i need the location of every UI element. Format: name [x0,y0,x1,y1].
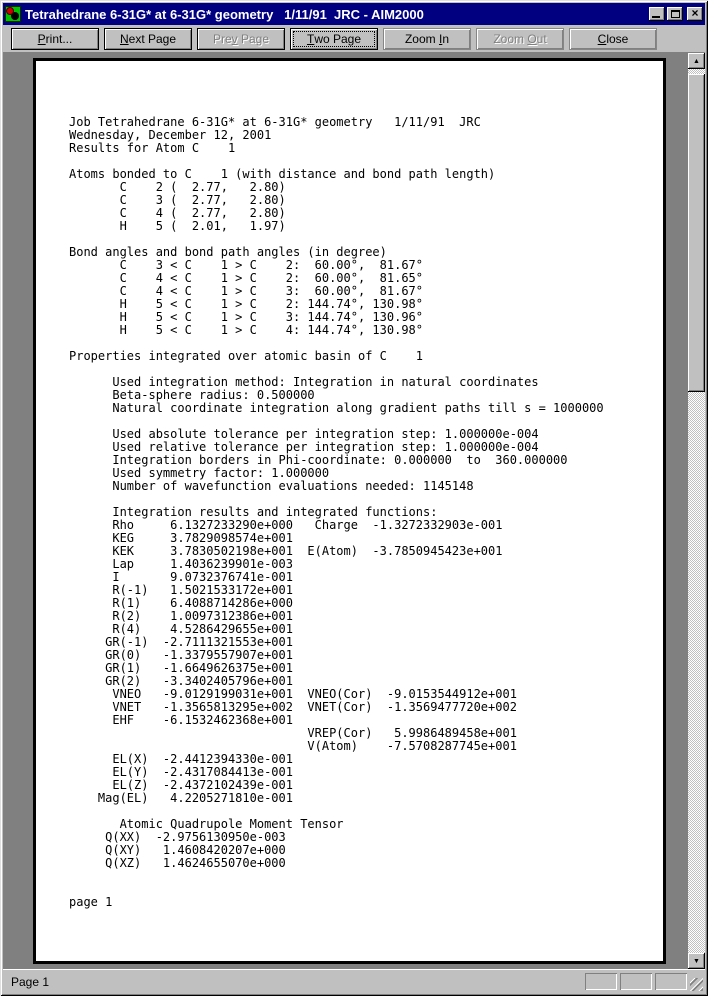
document-line: R(-1) 1.5021533172e+001 [69,583,293,597]
close-window-button[interactable] [687,7,703,21]
close-button-label-rest: lose [606,31,629,46]
prev-page-button[interactable] [197,28,285,50]
document-line: EL(X) -2.4412394330e-001 [69,752,293,766]
close-preview-button[interactable] [569,28,657,50]
document-line: GR(2) -3.3402405796e+001 [69,674,293,688]
window-inner [3,3,705,993]
document-line: H 5 < C 1 > C 2: 144.74°, 130.98° [69,297,424,311]
document-line: C 2 ( 2.77, 2.80) [69,180,286,194]
print-button-label-rest: rint... [45,31,73,46]
document-line: Properties integrated over atomic basin of C 1 [69,349,424,363]
zoom-in-button-label-rest: n [442,31,450,46]
maximize-icon [671,10,680,18]
document-line: EL(Z) -2.4372102439e-001 [69,778,293,792]
two-page-button-mnemonic: T [306,31,315,46]
two-page-button[interactable] [290,28,378,50]
scroll-down-icon: ▼ [693,957,700,965]
document-line: Q(XY) 1.4608420207e+000 [69,843,286,857]
document-line: Natural coordinate integration along gradient paths till s = 1000000 [69,401,604,415]
prev-page-button-mnemonic: v [231,31,238,46]
document-line: Job Tetrahedrane 6-31G* at 6-31G* geometry 1/11/91 JRC [69,115,481,129]
print-button-mnemonic: P [37,31,46,46]
document-line: GR(-1) -2.7111321553e+001 [69,635,293,649]
document-line: C 3 ( 2.77, 2.80) [69,193,286,207]
document-line: Used relative tolerance per integration step: 1.000000e-004 [69,440,539,454]
document-line: V(Atom) -7.5708287745e+001 [69,739,517,753]
preview-area [3,53,705,969]
document-line: H 5 < C 1 > C 3: 144.74°, 130.96° [69,310,424,324]
document-line [69,870,659,883]
document-line: Q(XZ) 1.4624655070e+000 [69,856,286,870]
zoom-out-button-label: Zoom [493,31,528,46]
document-line: Bond angles and bond path angles (in degree) [69,245,387,259]
document-line: Lap 1.4036239901e-003 [69,557,293,571]
resize-grip[interactable] [690,978,703,991]
document-line: KEG 3.7829098574e+001 [69,531,293,545]
next-page-button[interactable] [104,28,192,50]
maximize-button[interactable] [667,7,683,21]
zoom-in-button-mnemonic: I [438,31,443,46]
preview-toolbar [3,25,705,53]
minimize-button[interactable] [649,7,665,21]
document-line: Used integration method: Integration in natural coordinates [69,375,539,389]
zoom-out-button[interactable] [476,28,564,50]
document-line: Wednesday, December 12, 2001 [69,128,272,142]
document-line: R(4) 4.5286429655e+001 [69,622,293,636]
zoom-out-button-label-rest: ut [536,31,547,46]
status-page-label: Page 1 [11,974,50,989]
zoom-in-button[interactable] [383,28,471,50]
document-line: H 5 ( 2.01, 1.97) [69,219,286,233]
document-line: Beta-sphere radius: 0.500000 [69,388,315,402]
document-line: GR(1) -1.6649626375e+001 [69,661,293,675]
document-text [69,116,659,909]
document-line: Rho 6.1327233290e+000 Charge -1.3272332903e-001 [69,518,503,532]
status-panel-2 [620,973,652,990]
status-bar [3,969,705,993]
document-line: C 4 < C 1 > C 3: 60.00°, 81.67° [69,284,424,298]
document-line: EHF -6.1532462368e+001 [69,713,293,727]
document-line: C 4 ( 2.77, 2.80) [69,206,286,220]
document-line [69,883,659,896]
document-line: GR(0) -1.3379557907e+001 [69,648,293,662]
document-line: Integration results and integrated functions: [69,505,438,519]
document-line: Mag(EL) 4.2205271810e-001 [69,791,293,805]
zoom-out-button-mnemonic: O [527,31,537,46]
preview-page [33,58,666,964]
prev-page-button-label: Pre [212,31,232,46]
vertical-scrollbar[interactable] [688,53,705,969]
document-line: KEK 3.7830502198e+001 E(Atom) -3.7850945423e+001 [69,544,503,558]
minimize-icon [652,16,660,18]
aim2000-app-icon[interactable] [5,6,21,22]
window-title: Tetrahedrane 6-31G* at 6-31G* geometry 1/11/91 JRC - AIM2000 [25,6,424,22]
document-line: VNEO -9.0129199031e+001 VNEO(Cor) -9.0153544912e+001 [69,687,517,701]
close-button-mnemonic: C [597,31,607,46]
status-panel-3 [655,973,687,990]
two-page-button-label-rest: wo Page [314,31,362,46]
document-line: I 9.0732376741e-001 [69,570,293,584]
document-line: C 4 < C 1 > C 2: 60.00°, 81.65° [69,271,424,285]
document-line: Results for Atom C 1 [69,141,236,155]
document-line: H 5 < C 1 > C 4: 144.74°, 130.98° [69,323,424,337]
next-page-button-label-rest: ext Page [128,31,177,46]
scroll-down-button[interactable] [688,953,705,969]
next-page-button-mnemonic: N [119,31,129,46]
status-panel-1 [585,973,617,990]
document-line: EL(Y) -2.4317084413e-001 [69,765,293,779]
document-line: Used absolute tolerance per integration step: 1.000000e-004 [69,427,539,441]
document-line: page 1 [69,895,113,909]
document-line: R(1) 6.4088714286e+000 [69,596,293,610]
scroll-up-icon: ▲ [693,57,700,65]
scroll-up-button[interactable] [688,53,705,69]
scrollbar-thumb[interactable] [688,74,705,392]
title-bar[interactable] [3,3,705,25]
document-line: Number of wavefunction evaluations needed: 1145148 [69,479,474,493]
document-line: C 3 < C 1 > C 2: 60.00°, 81.67° [69,258,424,272]
close-icon: × [691,6,699,20]
document-line: Used symmetry factor: 1.000000 [69,466,330,480]
document-line: Q(XX) -2.9756130950e-003 [69,830,286,844]
document-line: Atomic Quadrupole Moment Tensor [69,817,344,831]
document-line: R(2) 1.0097312386e+001 [69,609,293,623]
zoom-in-button-label: Zoom [404,31,439,46]
document-line: VREP(Cor) 5.9986489458e+001 [69,726,517,740]
prev-page-button-label-rest: Page [237,31,270,46]
document-line: VNET -1.3565813295e+002 VNET(Cor) -1.3569477720e+002 [69,700,517,714]
print-button[interactable] [11,28,99,50]
document-line: Integration borders in Phi-coordinate: 0.000000 to 360.000000 [69,453,568,467]
document-line: Atoms bonded to C 1 (with distance and bond path length) [69,167,496,181]
